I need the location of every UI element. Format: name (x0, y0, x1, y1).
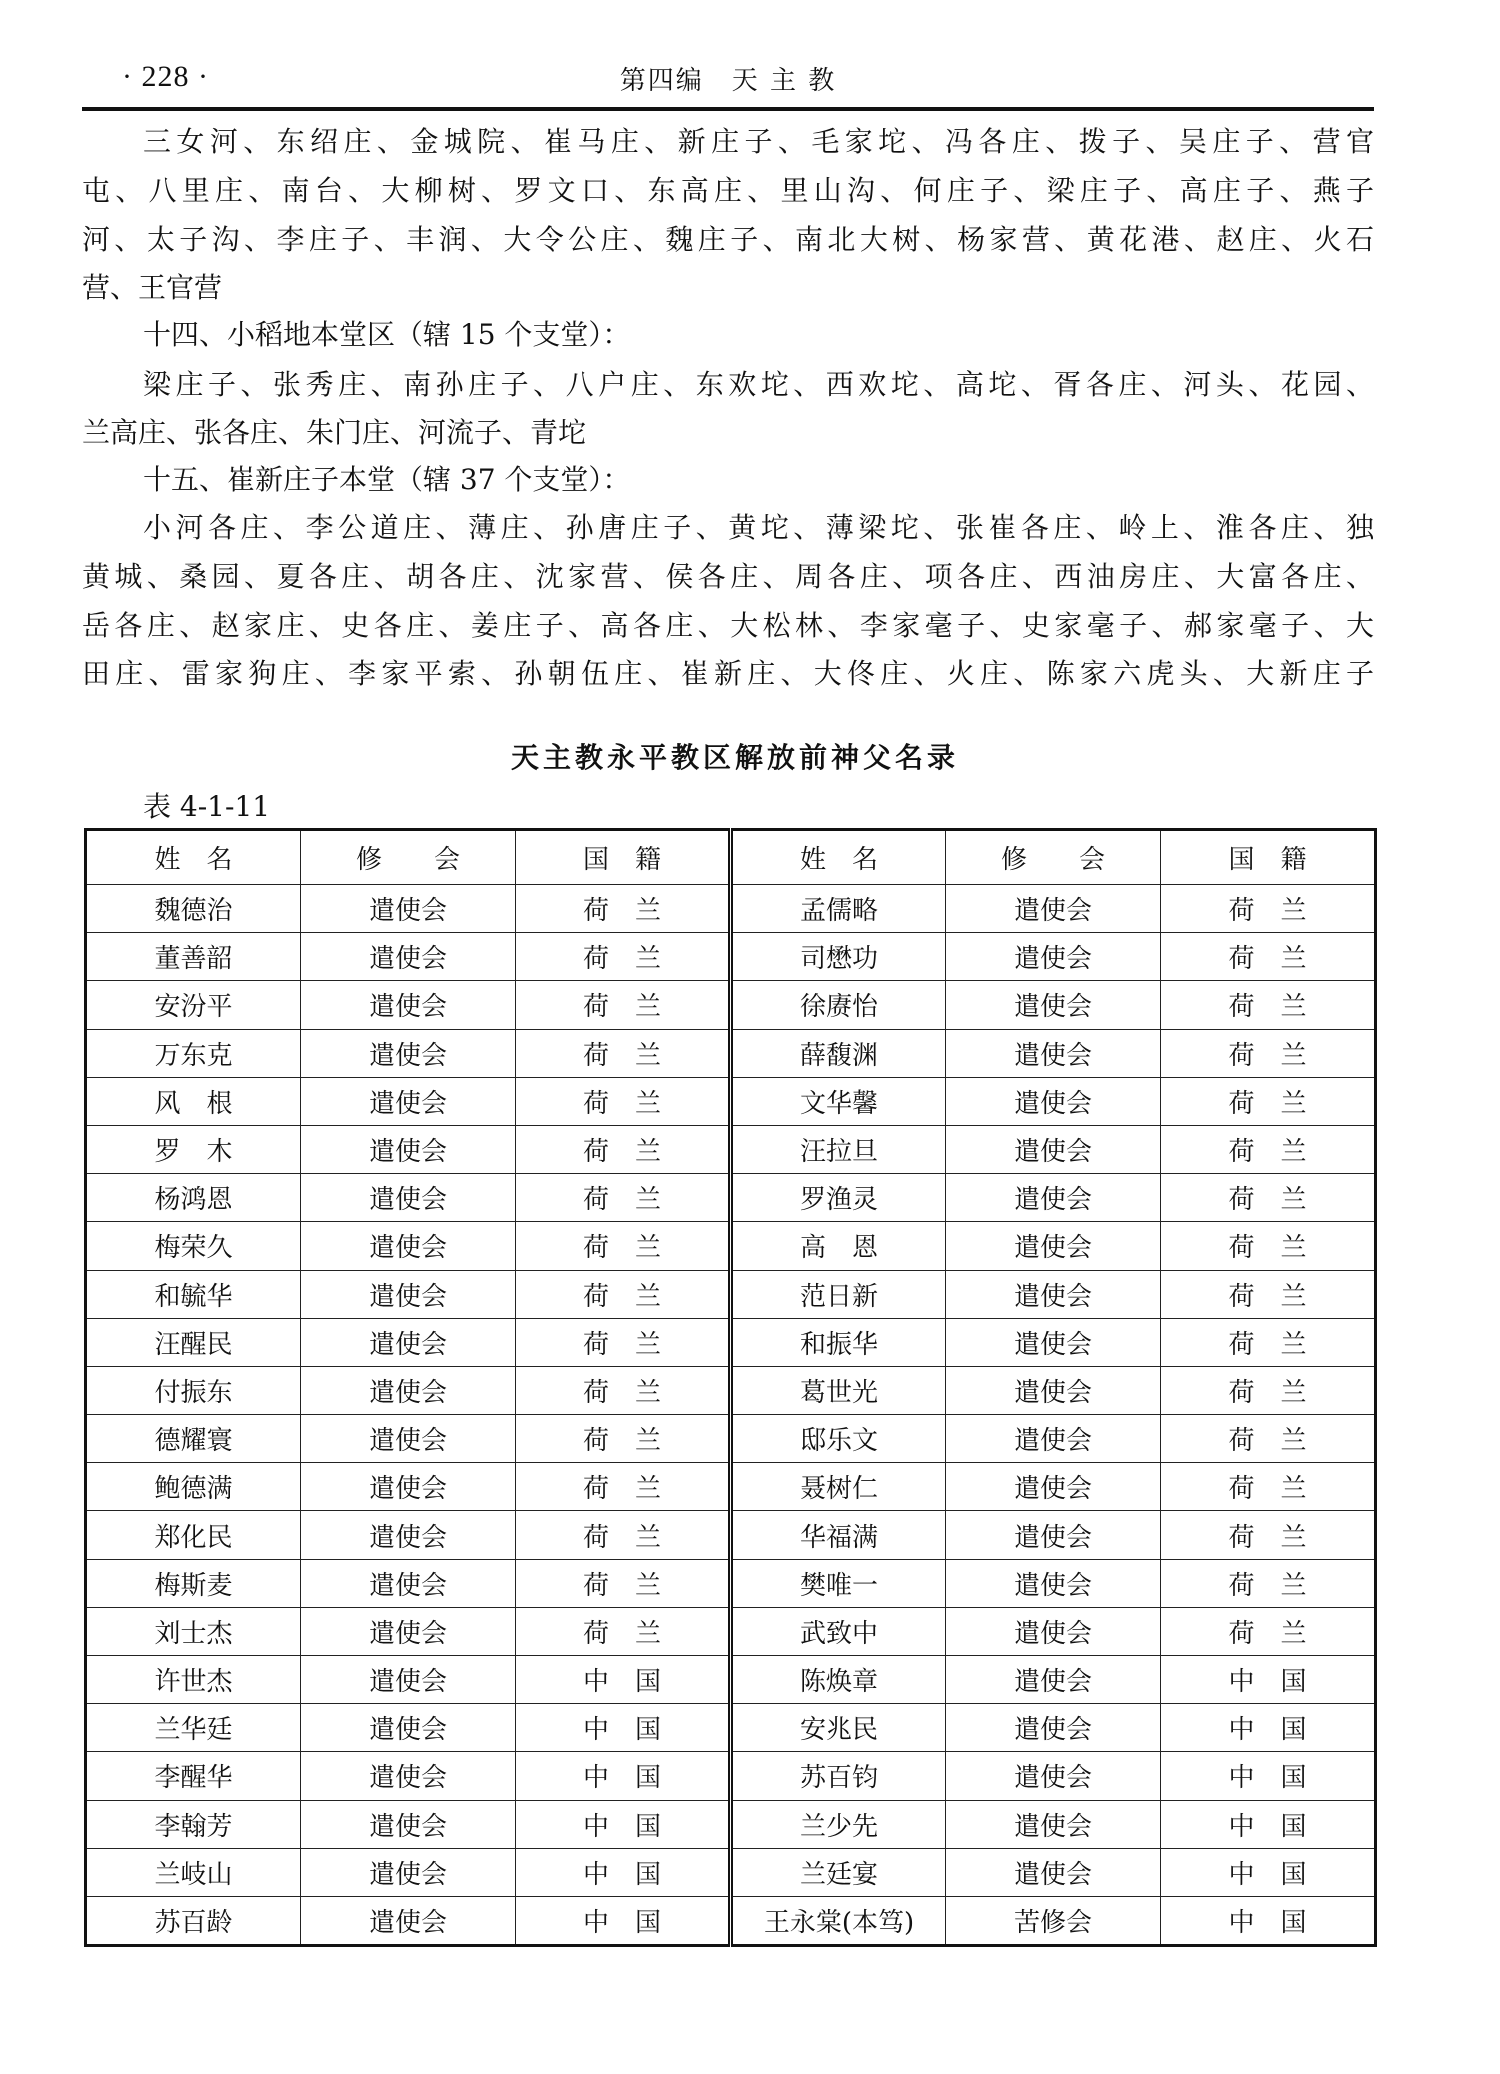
cell-order: 遣使会 (946, 1704, 1161, 1752)
cell-nationality: 荷 兰 (1161, 1607, 1376, 1655)
cell-order: 遣使会 (301, 1559, 516, 1607)
table-row (86, 1848, 1376, 1896)
cell-nationality: 荷 兰 (516, 933, 731, 981)
cell-nationality: 荷 兰 (516, 1366, 731, 1414)
cell-nationality: 中 国 (1161, 1656, 1376, 1704)
cell-order: 遣使会 (301, 1318, 516, 1366)
cell-order: 遣使会 (301, 1752, 516, 1800)
cell-order: 遣使会 (301, 1077, 516, 1125)
cell-name: 罗 木 (86, 1125, 301, 1173)
cell-nationality: 荷 兰 (1161, 1318, 1376, 1366)
cell-nationality: 荷 兰 (1161, 1463, 1376, 1511)
cell-name: 刘士杰 (86, 1607, 301, 1655)
paragraph-1-line: 三女河、东绍庄、金城院、崔马庄、新庄子、毛家坨、冯各庄、拨子、吴庄子、营官 (143, 125, 1374, 158)
cell-name: 风 根 (86, 1077, 301, 1125)
cell-order: 遣使会 (946, 1029, 1161, 1077)
section-14-line: 梁庄子、张秀庄、南孙庄子、八户庄、东欢坨、西欢坨、高坨、胥各庄、河头、花园、 (143, 368, 1374, 401)
cell-name: 苏百钧 (731, 1752, 946, 1800)
cell-order: 遣使会 (946, 1607, 1161, 1655)
cell-name: 樊唯一 (731, 1559, 946, 1607)
table-row (86, 1752, 1376, 1800)
table-row (86, 1511, 1376, 1559)
cell-nationality: 荷 兰 (516, 1270, 731, 1318)
table-body (86, 885, 1376, 1946)
cell-order: 遣使会 (301, 1848, 516, 1896)
cell-nationality: 荷 兰 (1161, 1125, 1376, 1173)
cell-nationality: 荷 兰 (516, 1077, 731, 1125)
table-row (86, 1270, 1376, 1318)
cell-order: 遣使会 (946, 1559, 1161, 1607)
cell-name: 汪醒民 (86, 1318, 301, 1366)
cell-order: 遣使会 (946, 1752, 1161, 1800)
table-header-row (86, 830, 1376, 885)
cell-name: 华福满 (731, 1511, 946, 1559)
cell-name: 杨鸿恩 (86, 1174, 301, 1222)
cell-order: 遣使会 (301, 1270, 516, 1318)
table-title-text: 天主教永平教区解放前神父名录 (510, 741, 959, 774)
cell-order: 遣使会 (946, 885, 1161, 933)
section-15-heading: 十五、崔新庄子本堂（辖 37 个支堂）： (143, 463, 631, 496)
cell-order: 遣使会 (946, 1511, 1161, 1559)
cell-nationality: 中 国 (1161, 1848, 1376, 1896)
cell-order: 遣使会 (946, 1125, 1161, 1173)
cell-nationality: 荷 兰 (516, 1174, 731, 1222)
header-nationality: 国 籍 (1161, 830, 1376, 885)
cell-nationality: 中 国 (516, 1704, 731, 1752)
cell-name: 文华馨 (731, 1077, 946, 1125)
cell-name: 董善韶 (86, 933, 301, 981)
cell-name: 聂树仁 (731, 1463, 946, 1511)
cell-order: 遣使会 (301, 1366, 516, 1414)
cell-order: 遣使会 (946, 1415, 1161, 1463)
paragraph-1-line: 屯、八里庄、南台、大柳树、罗文口、东高庄、里山沟、何庄子、梁庄子、高庄子、燕子 (82, 174, 1374, 207)
table-row (86, 1607, 1376, 1655)
table-title (0, 736, 1500, 776)
cell-name: 郑化民 (86, 1511, 301, 1559)
cell-nationality: 荷 兰 (1161, 1415, 1376, 1463)
cell-nationality: 中 国 (516, 1896, 731, 1945)
cell-nationality: 中 国 (516, 1656, 731, 1704)
cell-order: 遣使会 (301, 1896, 516, 1945)
cell-name: 陈焕章 (731, 1656, 946, 1704)
cell-name: 王永棠(本笃) (731, 1896, 946, 1945)
cell-name: 范日新 (731, 1270, 946, 1318)
cell-nationality: 中 国 (1161, 1800, 1376, 1848)
cell-name: 薛馥渊 (731, 1029, 946, 1077)
table-row (86, 1559, 1376, 1607)
cell-nationality: 荷 兰 (1161, 933, 1376, 981)
cell-name: 魏德治 (86, 885, 301, 933)
section-15-line: 岳各庄、赵家庄、史各庄、姜庄子、高各庄、大松林、李家毫子、史家毫子、郝家毫子、大 (82, 609, 1374, 642)
cell-name: 安兆民 (731, 1704, 946, 1752)
table-row (86, 1077, 1376, 1125)
cell-name: 许世杰 (86, 1656, 301, 1704)
running-head (82, 56, 1374, 102)
header-name: 姓 名 (86, 830, 301, 885)
cell-order: 遣使会 (946, 933, 1161, 981)
table-row (86, 1318, 1376, 1366)
cell-order: 遣使会 (301, 1029, 516, 1077)
cell-nationality: 荷 兰 (1161, 1077, 1376, 1125)
cell-nationality: 荷 兰 (1161, 1366, 1376, 1414)
table-row (86, 1800, 1376, 1848)
table-row (86, 1125, 1376, 1173)
cell-name: 苏百龄 (86, 1896, 301, 1945)
cell-name: 司懋功 (731, 933, 946, 981)
cell-nationality: 中 国 (516, 1752, 731, 1800)
cell-name: 鲍德满 (86, 1463, 301, 1511)
cell-nationality: 中 国 (516, 1848, 731, 1896)
cell-name: 武致中 (731, 1607, 946, 1655)
cell-order: 遣使会 (301, 1607, 516, 1655)
cell-nationality: 中 国 (1161, 1704, 1376, 1752)
cell-order: 遣使会 (301, 1656, 516, 1704)
cell-nationality: 荷 兰 (516, 1318, 731, 1366)
cell-order: 遣使会 (946, 981, 1161, 1029)
cell-order: 遣使会 (301, 1125, 516, 1173)
cell-nationality: 荷 兰 (1161, 1270, 1376, 1318)
cell-name: 兰岐山 (86, 1848, 301, 1896)
cell-order: 遣使会 (946, 1656, 1161, 1704)
page-number: · 228 · (122, 60, 209, 93)
table-row (86, 981, 1376, 1029)
cell-name: 付振东 (86, 1366, 301, 1414)
cell-nationality: 荷 兰 (1161, 981, 1376, 1029)
cell-name: 李翰芳 (86, 1800, 301, 1848)
priest-roster-table-wrap (84, 828, 1376, 1947)
cell-nationality: 荷 兰 (516, 1559, 731, 1607)
cell-order: 遣使会 (301, 933, 516, 981)
cell-order: 遣使会 (946, 1174, 1161, 1222)
cell-nationality: 荷 兰 (516, 1607, 731, 1655)
priest-roster-table (84, 828, 1377, 1947)
cell-name: 安汾平 (86, 981, 301, 1029)
table-row (86, 1415, 1376, 1463)
cell-order: 遣使会 (946, 1270, 1161, 1318)
cell-order: 遣使会 (301, 981, 516, 1029)
cell-order: 遣使会 (301, 1222, 516, 1270)
cell-nationality: 荷 兰 (1161, 1222, 1376, 1270)
cell-nationality: 中 国 (516, 1800, 731, 1848)
cell-order: 遣使会 (301, 1415, 516, 1463)
table-row (86, 1222, 1376, 1270)
cell-nationality: 荷 兰 (516, 1463, 731, 1511)
cell-nationality: 荷 兰 (1161, 1174, 1376, 1222)
cell-name: 葛世光 (731, 1366, 946, 1414)
table-row (86, 1896, 1376, 1945)
table-row (86, 1029, 1376, 1077)
cell-order: 遣使会 (946, 1318, 1161, 1366)
cell-nationality: 荷 兰 (516, 885, 731, 933)
cell-name: 和毓华 (86, 1270, 301, 1318)
cell-nationality: 中 国 (1161, 1896, 1376, 1945)
cell-name: 梅荣久 (86, 1222, 301, 1270)
cell-order: 苦修会 (946, 1896, 1161, 1945)
table-row (86, 1463, 1376, 1511)
cell-name: 德耀寰 (86, 1415, 301, 1463)
cell-name: 兰少先 (731, 1800, 946, 1848)
cell-order: 遣使会 (301, 1511, 516, 1559)
cell-name: 兰华廷 (86, 1704, 301, 1752)
header-rule (82, 107, 1374, 111)
cell-nationality: 荷 兰 (1161, 1029, 1376, 1077)
paragraph-1-line: 营、王官营 (82, 271, 223, 304)
cell-nationality: 中 国 (1161, 1752, 1376, 1800)
cell-order: 遣使会 (946, 1848, 1161, 1896)
table-row (86, 1704, 1376, 1752)
table-number: 表 4-1-11 (143, 790, 271, 823)
section-14-line: 兰高庄、张各庄、朱门庄、河流子、青坨 (82, 416, 587, 449)
cell-nationality: 荷 兰 (516, 1029, 731, 1077)
header-nationality: 国 籍 (516, 830, 731, 885)
cell-name: 和振华 (731, 1318, 946, 1366)
section-14-heading: 十四、小稻地本堂区（辖 15 个支堂）： (143, 318, 631, 351)
table-row (86, 1366, 1376, 1414)
header-name: 姓 名 (731, 830, 946, 885)
cell-nationality: 荷 兰 (516, 1511, 731, 1559)
table-row (86, 1174, 1376, 1222)
cell-order: 遣使会 (946, 1077, 1161, 1125)
cell-order: 遣使会 (301, 1463, 516, 1511)
cell-name: 罗渔灵 (731, 1174, 946, 1222)
cell-order: 遣使会 (301, 1704, 516, 1752)
cell-name: 高 恩 (731, 1222, 946, 1270)
cell-nationality: 荷 兰 (1161, 1559, 1376, 1607)
cell-name: 徐赓怡 (731, 981, 946, 1029)
table-row (86, 1656, 1376, 1704)
cell-order: 遣使会 (946, 1463, 1161, 1511)
cell-name: 兰廷宴 (731, 1848, 946, 1896)
section-15-line: 小河各庄、李公道庄、薄庄、孙唐庄子、黄坨、薄梁坨、张崔各庄、岭上、淮各庄、独 (143, 511, 1374, 544)
cell-order: 遣使会 (301, 885, 516, 933)
section-15-line: 黄城、桑园、夏各庄、胡各庄、沈家营、侯各庄、周各庄、项各庄、西油房庄、大富各庄、 (82, 560, 1374, 593)
cell-nationality: 荷 兰 (516, 981, 731, 1029)
cell-nationality: 荷 兰 (516, 1415, 731, 1463)
cell-nationality: 荷 兰 (1161, 885, 1376, 933)
cell-name: 万东克 (86, 1029, 301, 1077)
cell-nationality: 荷 兰 (516, 1222, 731, 1270)
cell-name: 梅斯麦 (86, 1559, 301, 1607)
table-row (86, 885, 1376, 933)
cell-nationality: 荷 兰 (516, 1125, 731, 1173)
chapter-title: 第四编 天 主 教 (619, 66, 837, 96)
cell-order: 遣使会 (301, 1800, 516, 1848)
header-order: 修 会 (946, 830, 1161, 885)
paragraph-1-line: 河、太子沟、李庄子、丰润、大令公庄、魏庄子、南北大树、杨家营、黄花港、赵庄、火石 (82, 223, 1374, 256)
table-row (86, 933, 1376, 981)
cell-name: 汪拉旦 (731, 1125, 946, 1173)
section-15-line: 田庄、雷家狗庄、李家平索、孙朝伍庄、崔新庄、大佟庄、火庄、陈家六虎头、大新庄子 (82, 657, 1374, 690)
cell-nationality: 荷 兰 (1161, 1511, 1376, 1559)
cell-name: 孟儒略 (731, 885, 946, 933)
cell-order: 遣使会 (946, 1800, 1161, 1848)
header-order: 修 会 (301, 830, 516, 885)
cell-order: 遣使会 (946, 1366, 1161, 1414)
cell-order: 遣使会 (301, 1174, 516, 1222)
cell-name: 邸乐文 (731, 1415, 946, 1463)
cell-order: 遣使会 (946, 1222, 1161, 1270)
cell-name: 李醒华 (86, 1752, 301, 1800)
